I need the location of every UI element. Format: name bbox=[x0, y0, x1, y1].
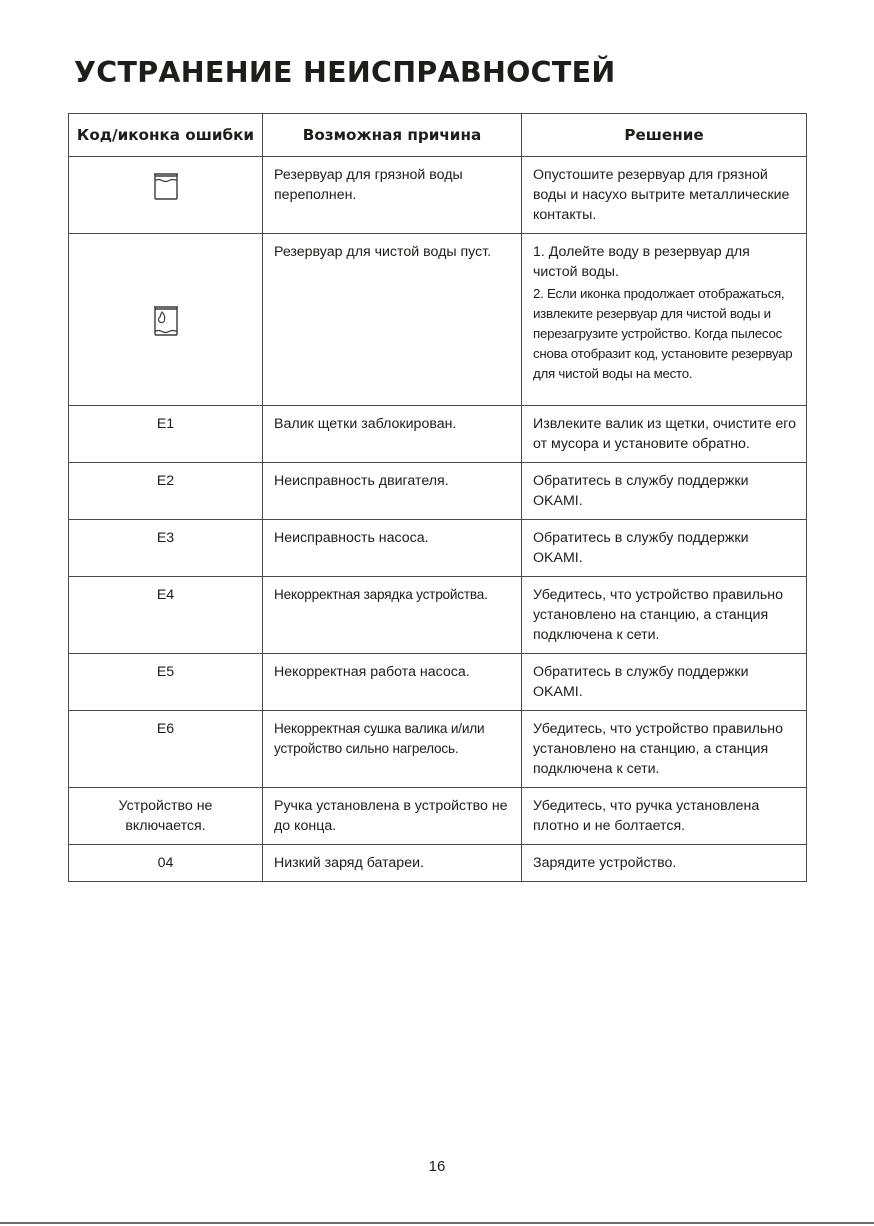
clean-water-tank-empty-icon bbox=[151, 304, 181, 338]
cause-cell: Резервуар для чистой воды пуст. bbox=[263, 234, 522, 406]
footer-divider bbox=[0, 1222, 874, 1224]
cause-cell: Некорректная сушка валика и/или устройство сильно нагрелось. bbox=[263, 711, 522, 788]
error-code-cell bbox=[69, 157, 263, 234]
header-solution: Решение bbox=[522, 114, 807, 157]
solution-cell: Убедитесь, что устройство правильно установлено на станцию, а станция подключена к сети. bbox=[522, 711, 807, 788]
error-code-cell: E4 bbox=[69, 577, 263, 654]
solution-cell: Извлеките валик из щетки, очистите его от мусора и установите обратно. bbox=[522, 406, 807, 463]
cause-cell: Некорректная зарядка устройства. bbox=[263, 577, 522, 654]
table-header-row bbox=[69, 114, 807, 157]
error-code-cell bbox=[69, 234, 263, 406]
error-code-cell: E5 bbox=[69, 654, 263, 711]
solution-cell: Убедитесь, что устройство правильно установлено на станцию, а станция подключена к сети. bbox=[522, 577, 807, 654]
error-code-cell: E2 bbox=[69, 463, 263, 520]
cause-cell: Ручка установлена в устройство не до конца. bbox=[263, 788, 522, 845]
cause-cell: Низкий заряд батареи. bbox=[263, 845, 522, 882]
table-row bbox=[69, 788, 807, 845]
error-code-cell: E6 bbox=[69, 711, 263, 788]
solution-cell bbox=[522, 234, 807, 406]
table-row bbox=[69, 406, 807, 463]
header-possible-cause: Возможная причина bbox=[263, 114, 522, 157]
table-row bbox=[69, 845, 807, 882]
table-row bbox=[69, 654, 807, 711]
solution-cell: Обратитесь в службу поддержки OKAMI. bbox=[522, 520, 807, 577]
dirty-water-tank-full-icon bbox=[151, 171, 181, 201]
error-code-cell: E3 bbox=[69, 520, 263, 577]
page-title: УСТРАНЕНИЕ НЕИСПРАВНОСТЕЙ bbox=[74, 56, 616, 89]
solution-cell: Зарядите устройство. bbox=[522, 845, 807, 882]
solution-cell bbox=[522, 157, 807, 234]
cause-cell: Неисправность насоса. bbox=[263, 520, 522, 577]
error-code-cell: E1 bbox=[69, 406, 263, 463]
cause-cell: Валик щетки заблокирован. bbox=[263, 406, 522, 463]
table-row bbox=[69, 520, 807, 577]
table-row bbox=[69, 157, 807, 234]
cause-cell: Некорректная работа насоса. bbox=[263, 654, 522, 711]
table-row bbox=[69, 577, 807, 654]
solution-step-1: 1. Долейте воду в резервуар для чистой воды. bbox=[533, 244, 750, 280]
table-row bbox=[69, 463, 807, 520]
solution-cell: Убедитесь, что ручка установлена плотно и не болтается. bbox=[522, 788, 807, 845]
solution-text: Опустошите резервуар для грязной воды и насухо вытрите металлические контакты. bbox=[533, 167, 790, 223]
error-code-cell: Устройство не включается. bbox=[69, 788, 263, 845]
cause-cell: Резервуар для грязной воды переполнен. bbox=[263, 157, 522, 234]
solution-step-2: 2. Если иконка продолжает отображаться, извлеките резервуар для чистой воды и перезагрузите устройство. Когда пылесос снова отобразит код, установите резервуар для чистой воды на место. bbox=[533, 286, 793, 381]
header-error-code: Код/иконка ошибки bbox=[69, 114, 263, 157]
table-row bbox=[69, 711, 807, 788]
cause-cell: Неисправность двигателя. bbox=[263, 463, 522, 520]
error-code-cell: 04 bbox=[69, 845, 263, 882]
table-row bbox=[69, 234, 807, 406]
troubleshooting-table bbox=[68, 113, 807, 882]
solution-cell: Обратитесь в службу поддержки OKAMI. bbox=[522, 654, 807, 711]
solution-cell: Обратитесь в службу поддержки OKAMI. bbox=[522, 463, 807, 520]
page-number: 16 bbox=[428, 1158, 446, 1175]
